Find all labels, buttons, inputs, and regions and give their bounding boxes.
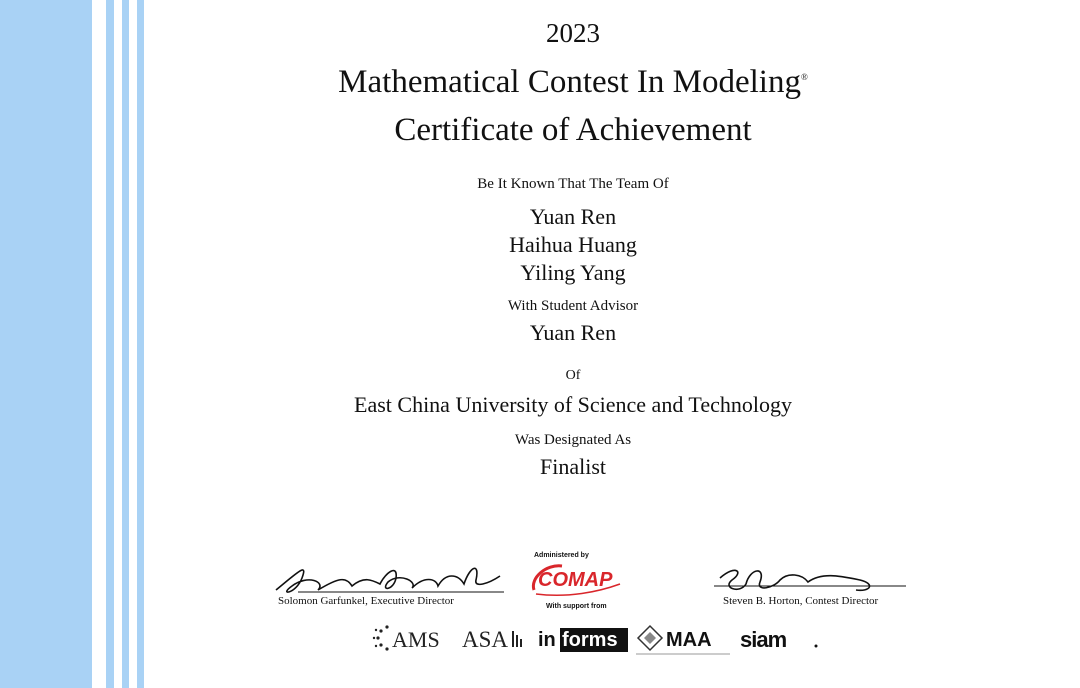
svg-text:siam: siam [740, 627, 787, 652]
advisor-name: Yuan Ren [529, 320, 617, 345]
contest-name-text: Mathematical Contest In Modeling [338, 64, 801, 100]
border-stripe [0, 0, 92, 688]
border-stripe [122, 0, 129, 688]
left-signature-caption: Solomon Garfunkel, Executive Director [278, 595, 454, 607]
certificate [150, 0, 1080, 688]
designation: Finalist [539, 454, 606, 479]
certificate-year: 2023 [546, 18, 600, 48]
svg-text:ASA: ASA [462, 627, 509, 652]
designated-label: Was Designated As [514, 432, 632, 448]
team-member: Haihua Huang [509, 232, 637, 257]
certificate-title: Certificate of Achievement [394, 112, 752, 148]
institution-name: East China University of Science and Technology [354, 392, 792, 417]
ams-logo [368, 618, 452, 658]
administered-by-label: Administered by [534, 552, 589, 559]
intro-text: Be It Known That The Team Of [477, 176, 669, 192]
decorative-border-stripes [0, 0, 150, 688]
maa-logo [634, 618, 734, 658]
svg-text:forms: forms [562, 629, 618, 651]
svg-text:COMAP: COMAP [538, 569, 613, 591]
siam-logo [738, 618, 822, 658]
right-signature-caption: Steven B. Horton, Contest Director [723, 595, 879, 607]
svg-text:MAA: MAA [666, 629, 712, 651]
contest-name [150, 64, 996, 101]
team-member: Yiling Yang [520, 260, 626, 285]
advisor-label: With Student Advisor [507, 298, 639, 314]
informs-logo [536, 618, 630, 658]
comap-logo [528, 558, 624, 598]
svg-text:AMS: AMS [392, 627, 440, 652]
team-members [150, 203, 996, 287]
support-label: With support from [546, 603, 607, 610]
asa-logo [460, 618, 526, 658]
registered-mark: ® [800, 72, 808, 82]
of-label: Of [565, 368, 581, 383]
border-stripe [137, 0, 144, 688]
team-member: Yuan Ren [529, 204, 617, 229]
border-stripe [106, 0, 114, 688]
svg-text:in: in [538, 629, 556, 651]
